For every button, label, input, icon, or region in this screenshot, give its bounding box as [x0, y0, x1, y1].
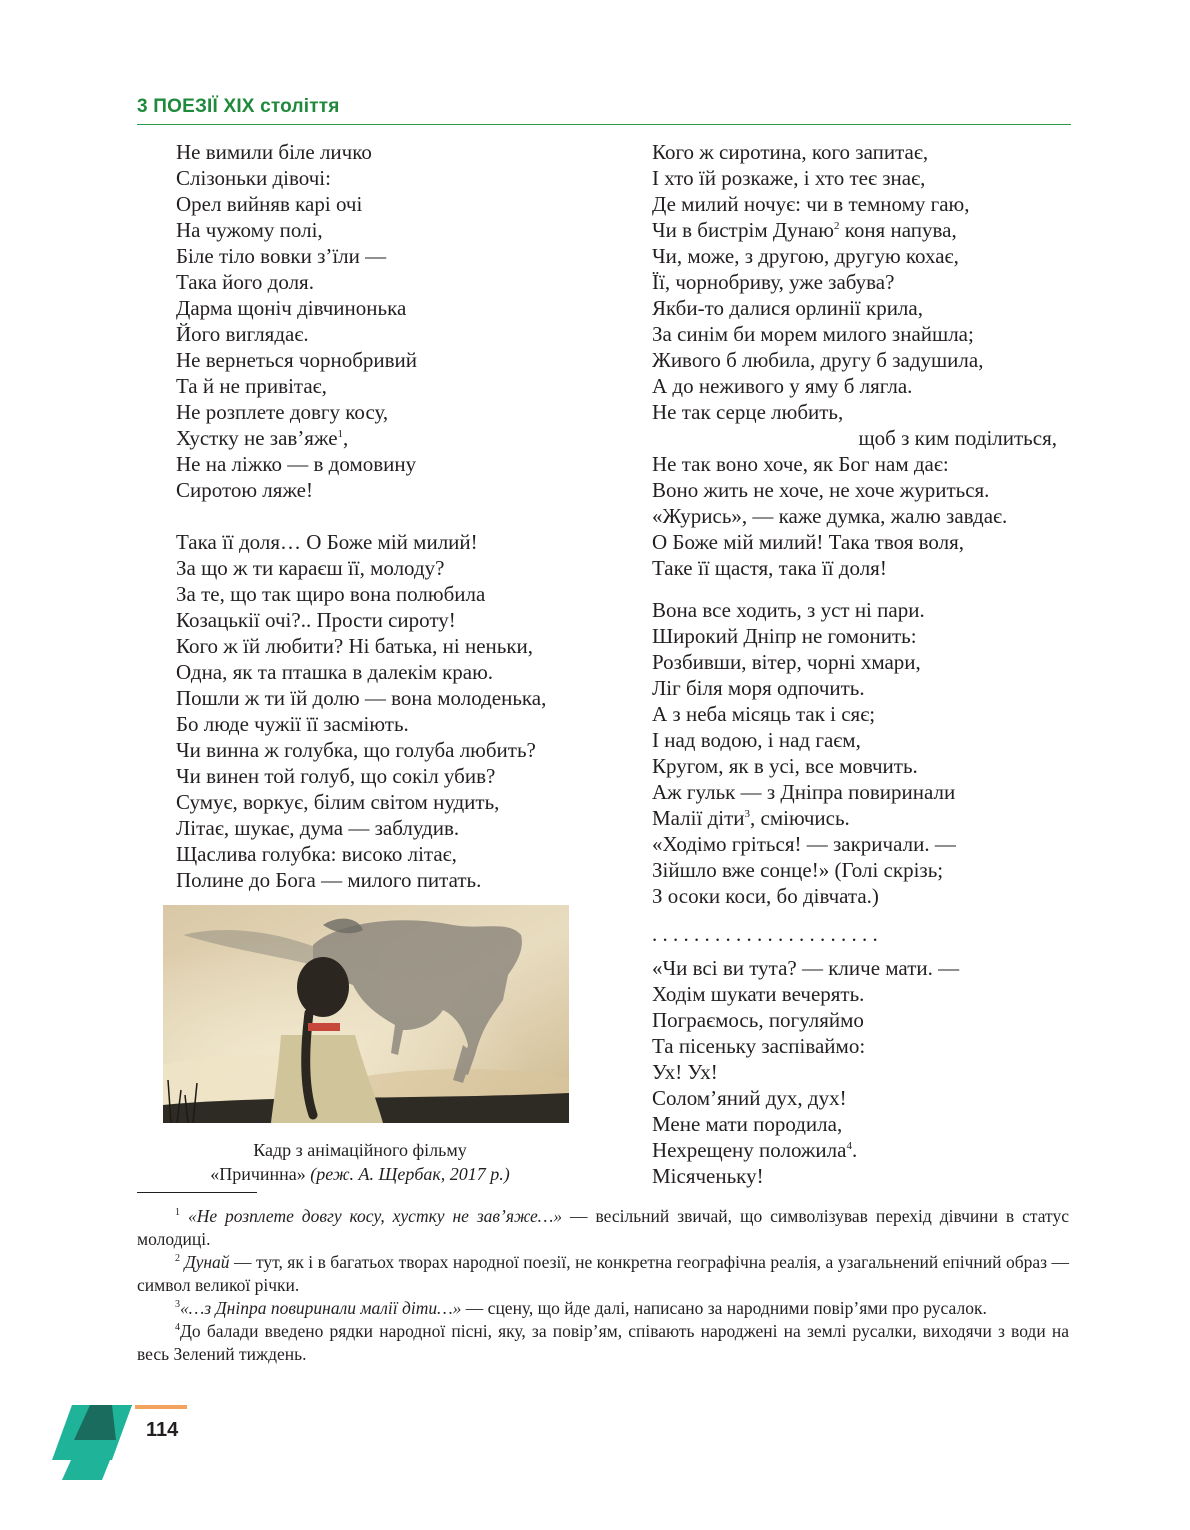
- poem-line: Чи винен той голуб, що сокіл убив?: [176, 764, 496, 788]
- poem-line: Літає, шукає, дума — заблудив.: [176, 816, 460, 840]
- poem-line: Живого б любила, другу б задушила,: [652, 348, 984, 372]
- poem-line: [652, 217, 1072, 243]
- ellipsis-divider: . . . . . . . . . . . . . . . . . . . . . .: [652, 922, 878, 946]
- poem-line: Сумує, воркує, білим світом нудить,: [176, 790, 500, 814]
- footnote-text: — весільний звичай, що символізував перехід дівчини в статус молодиці.: [137, 1206, 1069, 1249]
- poem-line: Не на ліжко — в домовину: [176, 452, 417, 476]
- poem-line: Сиротою ляже!: [176, 478, 313, 502]
- section-title: 3 ПОЕЗІЇ XIX століття: [137, 96, 340, 117]
- poem-line: Полине до Бога — милого питать.: [176, 868, 482, 892]
- poem-line: О Боже мій милий! Така твоя воля,: [652, 530, 965, 554]
- footnote: [137, 1205, 1069, 1251]
- poem-line: Не вимили біле личко: [176, 140, 372, 164]
- poem-line: Кого ж їй любити? Ні батька, ні неньки,: [176, 634, 534, 658]
- poem-line: Зійшло вже сонце!» (Голі скрізь;: [652, 858, 944, 882]
- poem-line: Та пісеньку заспіваймо:: [652, 1034, 866, 1058]
- poem-line: За що ж ти караєш її, молоду?: [176, 556, 445, 580]
- poem-line: Чи, може, з другою, другую кохає,: [652, 244, 959, 268]
- footnote-quote: «Не розплете довгу косу, хустку не зав’яже…»: [187, 1206, 563, 1226]
- poem-line: З осоки коси, бо дівчата.): [652, 884, 879, 908]
- poem-line: Не так серце любить,: [652, 400, 844, 424]
- poem-left-column: [176, 139, 606, 893]
- poem-line: Її, чорнобриву, уже забува?: [652, 270, 895, 294]
- poem-line: Таке її щастя, така її доля!: [652, 556, 887, 580]
- poem-line: Орел вийняв карі очі: [176, 192, 363, 216]
- poem-line: «Чи всі ви тута? — кличе мати. —: [652, 956, 960, 980]
- footnote-text: — сцену, що йде далі, написано за народними повір’ями про русалок.: [461, 1298, 987, 1318]
- poem-line: [652, 1137, 1072, 1163]
- footnote-mark: 4: [846, 1140, 852, 1152]
- poem-line: «Ходімо гріться! — закричали. —: [652, 832, 956, 856]
- poem-line: Кого ж сиротина, кого запитає,: [652, 140, 929, 164]
- poem-line: Місяченьку!: [652, 1164, 764, 1188]
- poem-line-text: , сміючись.: [750, 806, 850, 830]
- poem-line: «Журись», — каже думка, жалю завдає.: [652, 504, 1008, 528]
- footnote: [137, 1251, 1069, 1297]
- poem-line: А з неба місяць так і сяє;: [652, 702, 876, 726]
- poem-line: Бо люде чужії її засміють.: [176, 712, 409, 736]
- footnote: [137, 1320, 1069, 1366]
- poem-line: Пошли ж ти їй долю — вона молоденька,: [176, 686, 547, 710]
- poem-line-text: Малії діти: [652, 806, 745, 830]
- poem-line: Хустку не зав’яже$^1$,: [176, 426, 349, 450]
- footnote-number: 4: [175, 1322, 180, 1334]
- poem-line-text: Чи в бистрім Дунаю: [652, 218, 834, 242]
- figure-caption: [140, 1138, 580, 1186]
- footnote-number: 3: [175, 1299, 180, 1311]
- poem-line: Козацькії очі?.. Прости сироту!: [176, 608, 456, 632]
- poem-line: За синім би морем милого знайшла;: [652, 322, 974, 346]
- footnote-quote: «…з Дніпра повиринали малії діти…»: [180, 1298, 462, 1318]
- poem-line: За те, що так щиро вона полюбила: [176, 582, 486, 606]
- footnote-number: 1: [175, 1207, 180, 1219]
- footnote-mark: 3: [744, 808, 751, 820]
- poem-line: Слізоньки дівочі:: [176, 166, 331, 190]
- poem-line-text: коня напува,: [839, 218, 957, 242]
- footnote-text: — тут, як і в багатьох творах народної поезії, не конкретна географічна реалія, а узагальнений епічний образ — символ великої річки.: [137, 1252, 1070, 1295]
- poem-line: Воно жить не хоче, не хоче журиться.: [652, 478, 990, 502]
- poem-line: Така його доля.: [176, 270, 314, 294]
- poem-line: Не вернеться чорнобривий: [176, 348, 418, 372]
- poem-line: На чужому полі,: [176, 218, 323, 242]
- footnote-quote: Дунай: [184, 1252, 230, 1272]
- poem-line: Солом’яний дух, дух!: [652, 1086, 847, 1110]
- poem-line: Якби-то далися орлинії крила,: [652, 296, 923, 320]
- caption-line: Кадр з анімаційного фільму: [253, 1140, 467, 1160]
- poem-line: Ух! Ух!: [652, 1060, 718, 1084]
- poem-line: Кругом, як в усі, все мовчить.: [652, 754, 918, 778]
- footnote-divider: [137, 1192, 257, 1193]
- caption-line: [140, 1162, 580, 1186]
- poem-line: Широкий Дніпр не гомонить:: [652, 624, 917, 648]
- poem-line: Не розплете довгу косу,: [176, 400, 389, 424]
- page-number: 114: [146, 1419, 179, 1441]
- poem-line: Біле тіло вовки з’їли —: [176, 244, 387, 268]
- poem-line: щоб з ким поділиться,: [858, 426, 1057, 450]
- footnote-number: 2: [175, 1253, 180, 1265]
- poem-line-text: .: [851, 1138, 858, 1162]
- poem-line: Мене мати породила,: [652, 1112, 843, 1136]
- footnote-mark: 2: [833, 220, 840, 232]
- poem-right-column: [652, 139, 1072, 1189]
- caption-credit: (реж. А. Щербак, 2017 р.): [310, 1164, 510, 1184]
- caption-film-title: «Причинна»: [210, 1164, 306, 1184]
- poem-line: Така її доля… О Боже мій милий!: [176, 530, 478, 554]
- film-still-illustration: [163, 905, 569, 1123]
- poem-line: Ліг біля моря одпочить.: [652, 676, 865, 700]
- poem-line: Не так воно хоче, як Бог нам дає:: [652, 452, 949, 476]
- poem-line: Ходім шукати вечерять.: [652, 982, 865, 1006]
- poem-line: Пограємось, погуляймо: [652, 1008, 864, 1032]
- footnotes: [137, 1205, 1069, 1366]
- poem-line: А до неживого у яму б лягла.: [652, 374, 913, 398]
- poem-line: Вона все ходить, з уст ні пари.: [652, 598, 925, 622]
- poem-line: Та й не привітає,: [176, 374, 327, 398]
- poem-line: І над водою, і над гаєм,: [652, 728, 861, 752]
- footnote-mark: 1: [337, 428, 344, 440]
- poem-line: Дарма щоніч дівчинонька: [176, 296, 407, 320]
- poem-line: Одна, як та пташка в далекім краю.: [176, 660, 494, 684]
- poem-line: Чи винна ж голубка, що голуба любить?: [176, 738, 536, 762]
- poem-line: [652, 805, 1072, 831]
- poem-line: Щаслива голубка: високо літає,: [176, 842, 457, 866]
- poem-line: Його виглядає.: [176, 322, 309, 346]
- poem-line: І хто їй розкаже, і хто теє знає,: [652, 166, 926, 190]
- page-header: [137, 96, 1071, 125]
- poem-line: Де милий ночує: чи в темному гаю,: [652, 192, 970, 216]
- poem-line: Розбивши, вітер, чорні хмари,: [652, 650, 921, 674]
- footnote: [137, 1297, 1069, 1320]
- poem-line-text: Хустку не зав’яже: [176, 426, 338, 450]
- poem-line: Аж гульк — з Дніпра повиринали: [652, 780, 956, 804]
- poem-line-text: Нехрещену положила: [652, 1138, 847, 1162]
- footnote-text: До балади введено рядки народної пісні, яку, за повір’ям, співають народжені на землі русалки, виходячи з води на весь Зелений тиждень.: [137, 1321, 1069, 1364]
